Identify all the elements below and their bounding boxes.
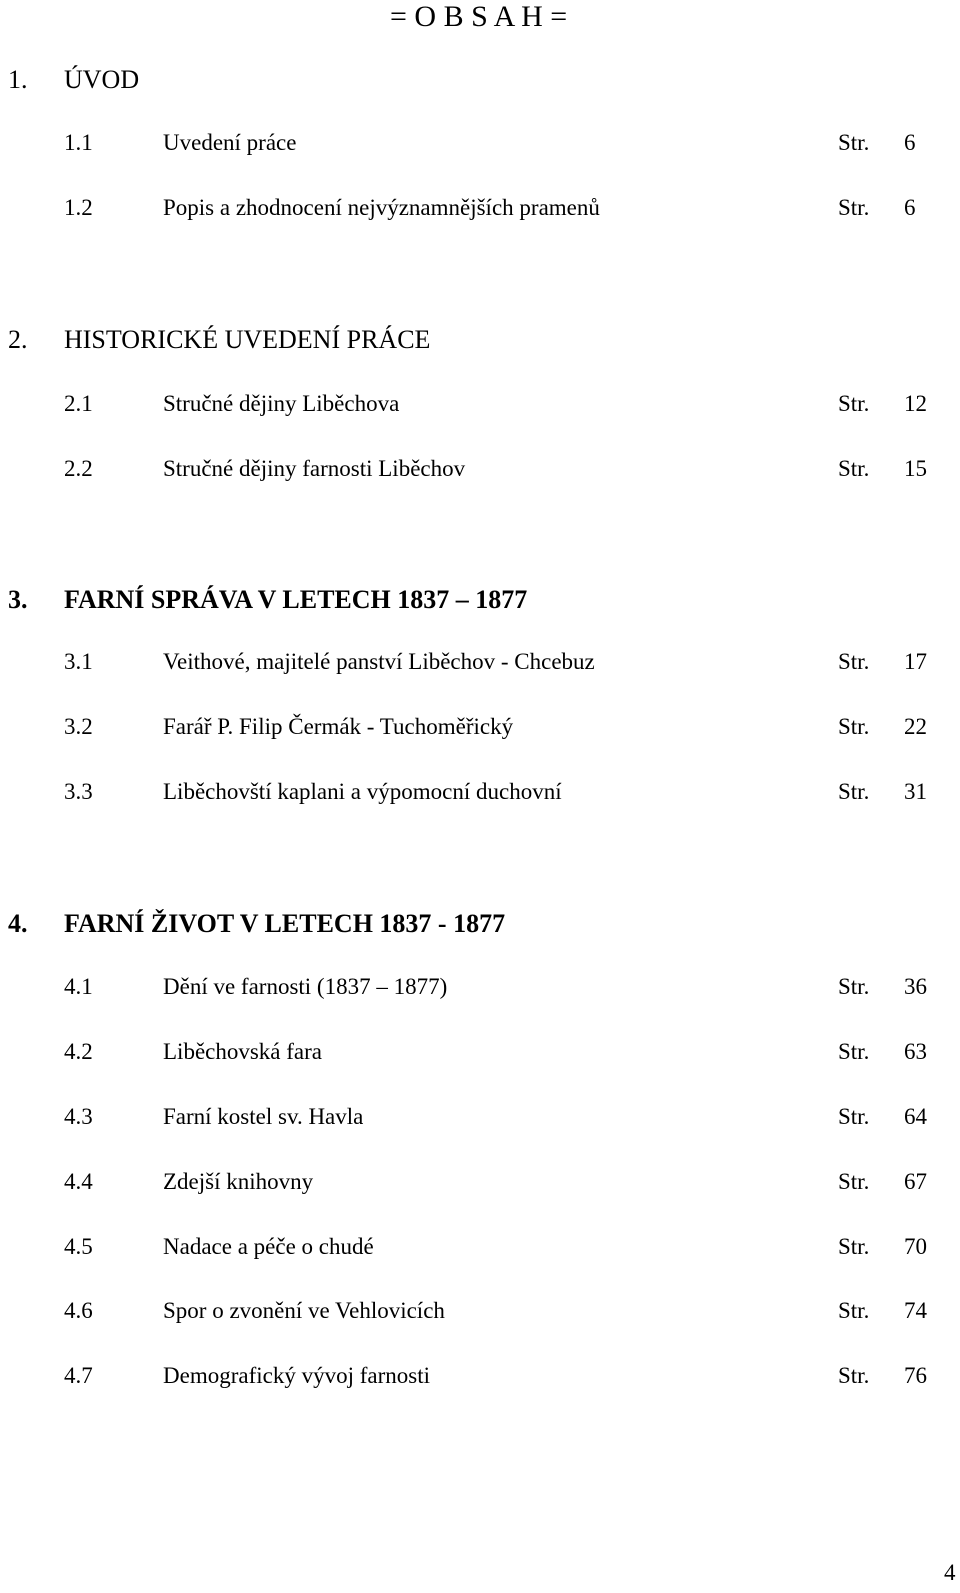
entry-title: Demografický vývoj farnosti [163,1363,430,1388]
entry-page: 36 [904,974,927,999]
entry-page: 67 [904,1169,927,1194]
entry-number: 3.2 [64,714,93,739]
section-number: 4. [8,909,28,938]
section-number: 2. [8,325,28,354]
toc-entry-4-6 [0,1295,960,1327]
toc-entry-4-2 [0,1036,960,1068]
entry-page: 70 [904,1234,927,1259]
section-number: 1. [8,65,28,94]
entry-title: Liběchovští kaplani a výpomocní duchovní [163,779,562,804]
entry-page: 17 [904,649,927,674]
entry-number: 1.2 [64,195,93,220]
entry-number: 4.5 [64,1234,93,1259]
entry-str-label: Str. [838,649,870,674]
entry-number: 2.2 [64,456,93,481]
entry-page: 64 [904,1104,927,1129]
entry-str-label: Str. [838,456,870,481]
entry-number: 4.3 [64,1104,93,1129]
entry-title: Popis a zhodnocení nejvýznamnějších pramenů [163,195,600,220]
entry-title: Zdejší knihovny [163,1169,314,1194]
entry-title: Dění ve farnosti (1837 – 1877) [163,974,448,999]
entry-number: 2.1 [64,391,93,416]
entry-page: 63 [904,1039,927,1064]
entry-number: 4.7 [64,1363,93,1388]
entry-str-label: Str. [838,391,870,416]
entry-title: Veithové, majitelé panství Liběchov - Chcebuz [163,649,595,674]
entry-str-label: Str. [838,130,870,155]
entry-page: 76 [904,1363,927,1388]
toc-entry-4-1 [0,971,960,1003]
toc-entry-3-3 [0,776,960,808]
entry-str-label: Str. [838,1298,870,1323]
entry-page: 31 [904,779,927,804]
page-number: 4 [944,1560,956,1585]
toc-entry-2-2 [0,453,960,485]
entry-title: Nadace a péče o chudé [163,1234,374,1259]
section-title: ÚVOD [64,65,140,94]
entry-str-label: Str. [838,1039,870,1064]
entry-page: 6 [904,130,916,155]
entry-number: 4.4 [64,1169,93,1194]
section-title: FARNÍ ŽIVOT V LETECH 1837 - 1877 [64,909,506,938]
entry-number: 3.1 [64,649,93,674]
entry-number: 4.1 [64,974,93,999]
entry-page: 22 [904,714,927,739]
toc-entry-4-5 [0,1231,960,1263]
entry-str-label: Str. [838,1363,870,1388]
toc-entry-4-4 [0,1166,960,1198]
toc-entry-2-1 [0,388,960,420]
section-title: FARNÍ SPRÁVA V LETECH 1837 – 1877 [64,585,528,614]
toc-entry-3-1 [0,646,960,678]
entry-page: 15 [904,456,927,481]
section-title: HISTORICKÉ UVEDENÍ PRÁCE [64,325,431,354]
entry-number: 1.1 [64,130,93,155]
entry-title: Liběchovská fara [163,1039,323,1064]
entry-str-label: Str. [838,1169,870,1194]
entry-number: 4.6 [64,1298,93,1323]
toc-entry-1-1 [0,127,960,159]
entry-number: 4.2 [64,1039,93,1064]
section-number: 3. [8,585,28,614]
entry-title: Farní kostel sv. Havla [163,1104,364,1129]
entry-title: Farář P. Filip Čermák - Tuchoměřický [163,714,514,739]
entry-page: 6 [904,195,916,220]
entry-str-label: Str. [838,714,870,739]
toc-entry-3-2 [0,711,960,743]
entry-number: 3.3 [64,779,93,804]
entry-title: Uvedení práce [163,130,297,155]
entry-str-label: Str. [838,974,870,999]
entry-title: Stručné dějiny farnosti Liběchov [163,456,466,481]
entry-str-label: Str. [838,1234,870,1259]
toc-entry-4-7 [0,1360,960,1392]
page-title: = O B S A H = [390,0,568,33]
entry-str-label: Str. [838,195,870,220]
entry-str-label: Str. [838,1104,870,1129]
entry-title: Stručné dějiny Liběchova [163,391,400,416]
entry-page: 74 [904,1298,927,1323]
toc-entry-1-2 [0,192,960,224]
entry-page: 12 [904,391,927,416]
entry-title: Spor o zvonění ve Vehlovicích [163,1298,445,1323]
entry-str-label: Str. [838,779,870,804]
toc-entry-4-3 [0,1101,960,1133]
